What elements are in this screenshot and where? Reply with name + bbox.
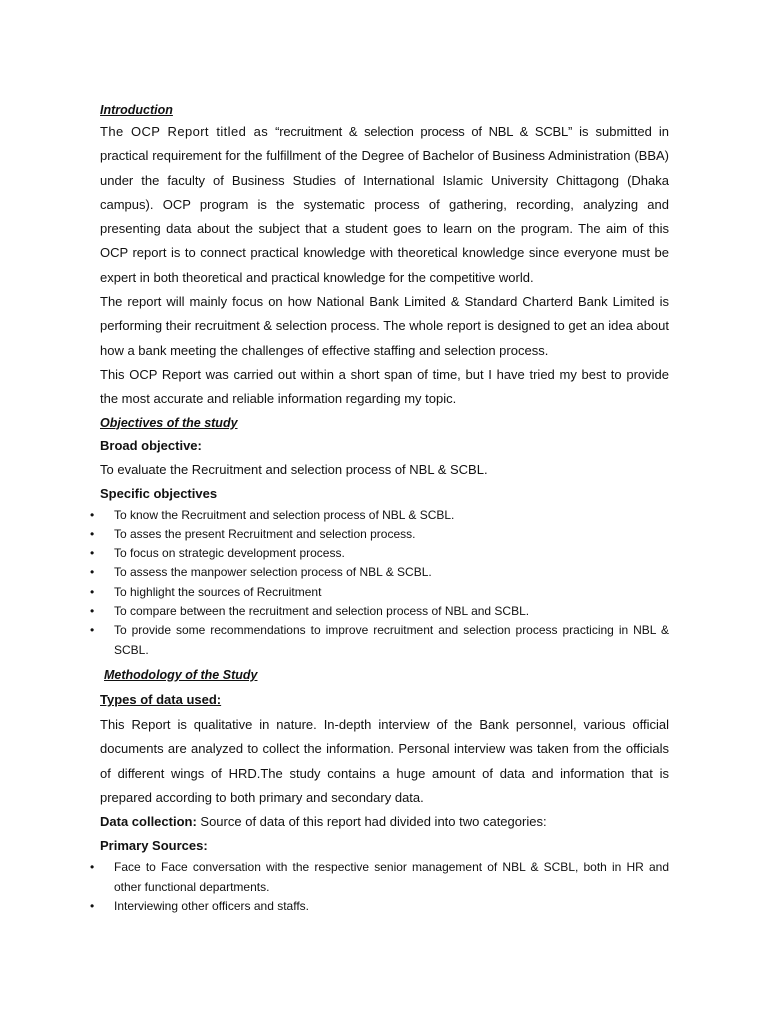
bullet-icon: •	[90, 546, 95, 561]
specific-objectives-label: Specific objectives	[100, 485, 218, 501]
bullet-icon: •	[90, 604, 95, 619]
primary-sources-list	[90, 858, 669, 916]
methodology-heading: Methodology of the Study	[104, 667, 258, 682]
list-item: • To highlight the sources of Recruitment	[100, 583, 669, 602]
types-of-data-label: Types of data used:	[100, 691, 222, 707]
introduction-heading: Introduction	[100, 103, 173, 117]
broad-objective-text: To evaluate the Recruitment and selection process of NBL & SCBL.	[100, 461, 488, 477]
bullet-icon: •	[90, 565, 95, 580]
introduction-paragraph-2: The report will mainly focus on how National Bank Limited & Standard Charterd Bank Limited is performing their recruitment & selection process. The whole report is designed to get an idea about how a bank meeting the challenges of effective staffing and selection process.	[100, 294, 669, 358]
list-item: • Interviewing other officers and staffs.	[100, 897, 669, 916]
objectives-heading: Objectives of the study	[100, 415, 238, 430]
list-item: • Face to Face conversation with the respective senior management of NBL & SCBL, both in HR and other functional departments.	[90, 860, 669, 894]
specific-objectives-list	[90, 506, 669, 660]
data-collection-label: Data collection:	[100, 814, 197, 830]
bullet-icon: •	[90, 526, 95, 541]
data-collection-text: Source of data of this report had divided into two categories:	[196, 814, 547, 830]
list-item: • To assess the manpower selection process of NBL & SCBL.	[100, 563, 669, 582]
primary-sources-label: Primary Sources:	[100, 838, 208, 854]
introduction-paragraph-3: This OCP Report was carried out within a short span of time, but I have tried my best to provide the most accurate and reliable information regarding my topic.	[100, 366, 669, 407]
list-item: • To provide some recommendations to improve recruitment and selection process practicing in NBL & SCBL.	[90, 623, 669, 657]
intro-lead-text: The OCP Report titled as	[100, 124, 269, 139]
document-page	[90, 100, 669, 916]
intro-body-text: is submitted in practical requirement for the fulfillment of the Degree of Bachelor of Business Administration (BBA) under the faculty of Business Studies of International Islamic University Chittagong (Dhaka campus). OCP program is the systematic process of gathering, recording, analyzing and presenting data about the subject that a student goes to learn on the program. The aim of this OCP report is to connect practical knowledge with theoretical knowledge since everyone must be expert in both theoretical and practical knowledge for the competitive world.	[100, 124, 669, 285]
list-item: • To compare between the recruitment and selection process of NBL and SCBL.	[100, 602, 669, 621]
bullet-icon: •	[90, 623, 95, 638]
data-collection-paragraph	[100, 810, 669, 834]
bullet-icon: •	[90, 899, 95, 914]
introduction-paragraph-1	[100, 120, 669, 290]
report-title-quote: “recruitment & selection process of NBL & SCBL”	[275, 124, 573, 139]
list-item: • To asses the present Recruitment and selection process.	[100, 525, 669, 544]
bullet-icon: •	[90, 507, 95, 522]
bullet-icon: •	[90, 860, 95, 875]
broad-objective-label: Broad objective:	[100, 437, 202, 453]
bullet-icon: •	[90, 584, 95, 599]
types-of-data-text: This Report is qualitative in nature. In-depth interview of the Bank personnel, various official documents are analyzed to collect the information. Personal interview was taken from the officials of different wings of HRD.The study contains a huge amount of data and information that is prepared according to both primary and secondary data.	[100, 716, 669, 805]
list-item: • To know the Recruitment and selection process of NBL & SCBL.	[100, 506, 669, 525]
list-item: • To focus on strategic development process.	[100, 544, 669, 563]
